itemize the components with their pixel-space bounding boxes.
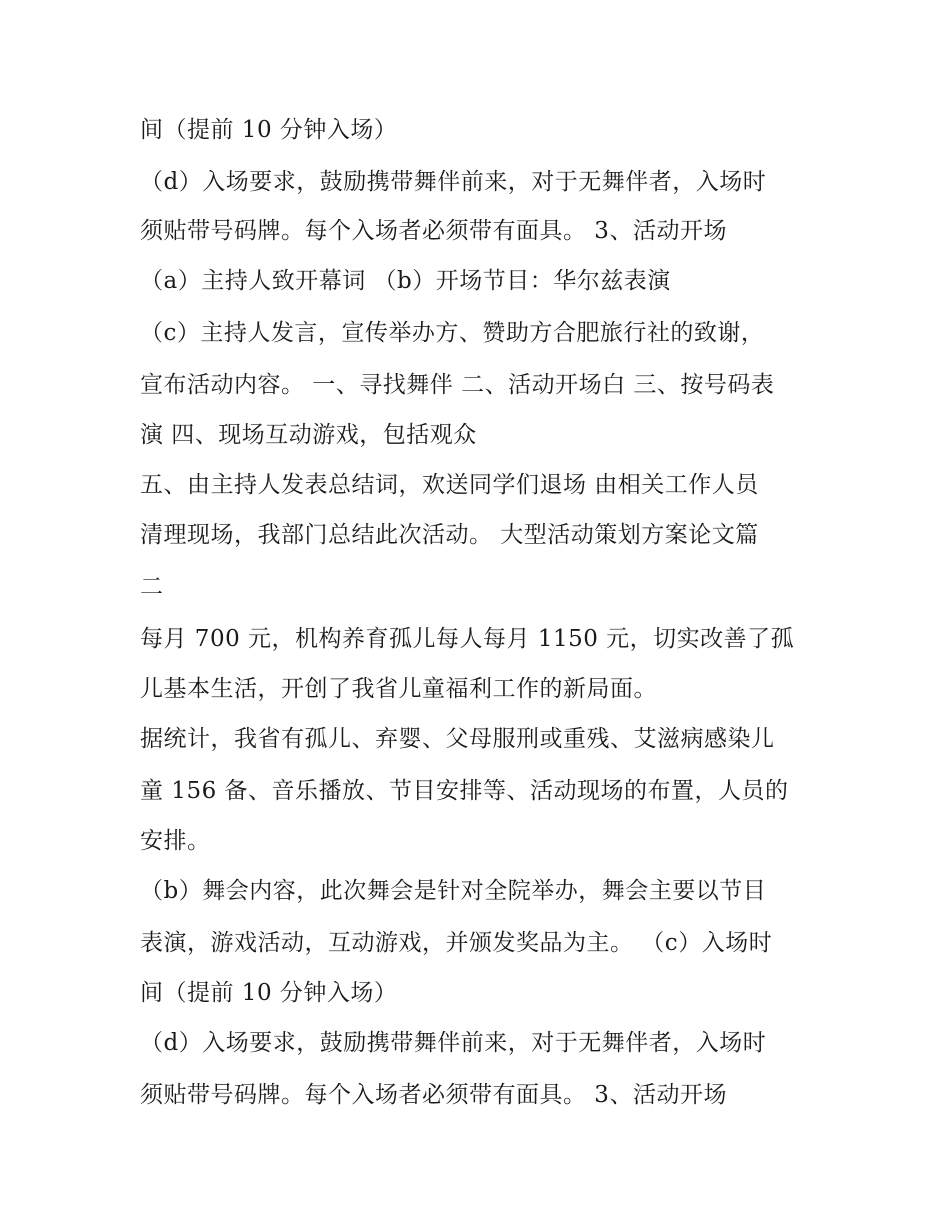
text-line: 间（提前 10 分钟入场） xyxy=(140,980,398,1006)
text-line: 童 156 备、音乐播放、节目安排等、活动现场的布置，人员的 xyxy=(140,778,789,804)
text-line: 演 四、现场互动游戏，包括观众 xyxy=(140,422,477,448)
text-line: 五、由主持人发表总结词，欢送同学们退场 由相关工作人员 xyxy=(140,472,759,498)
text-line: 须贴带号码牌。每个入场者必须带有面具。 3、活动开场 xyxy=(140,218,727,244)
text-line: 宣布活动内容。 一、寻找舞伴 二、活动开场白 三、按号码表 xyxy=(140,372,775,398)
text-line: 安排。 xyxy=(140,828,211,854)
text-line: 儿基本生活，开创了我省儿童福利工作的新局面。 xyxy=(140,676,657,702)
text-line: （c）主持人发言，宣传举办方、赞助方合肥旅行社的致谢， xyxy=(140,320,765,346)
text-line: 须贴带号码牌。每个入场者必须带有面具。 3、活动开场 xyxy=(140,1082,727,1108)
text-line: （d）入场要求，鼓励携带舞伴前来，对于无舞伴者，入场时 xyxy=(140,169,767,195)
text-line: （d）入场要求，鼓励携带舞伴前来，对于无舞伴者，入场时 xyxy=(140,1030,767,1056)
text-line: 清理现场，我部门总结此次活动。 大型活动策划方案论文篇 xyxy=(140,522,759,548)
text-line: 表演，游戏活动，互动游戏，并颁发奖品为主。 （c）入场时 xyxy=(140,930,773,956)
text-line: 据统计，我省有孤儿、弃婴、父母服刑或重残、艾滋病感染儿 xyxy=(140,726,775,752)
text-line: 二 xyxy=(140,574,164,600)
text-line: （b）舞会内容，此次舞会是针对全院举办，舞会主要以节目 xyxy=(140,878,767,904)
text-line: 每月 700 元，机构养育孤儿每人每月 1150 元，切实改善了孤 xyxy=(140,626,795,652)
text-line: 间（提前 10 分钟入场） xyxy=(140,117,398,143)
text-line: （a）主持人致开幕词 （b）开场节目：华尔兹表演 xyxy=(140,268,671,294)
